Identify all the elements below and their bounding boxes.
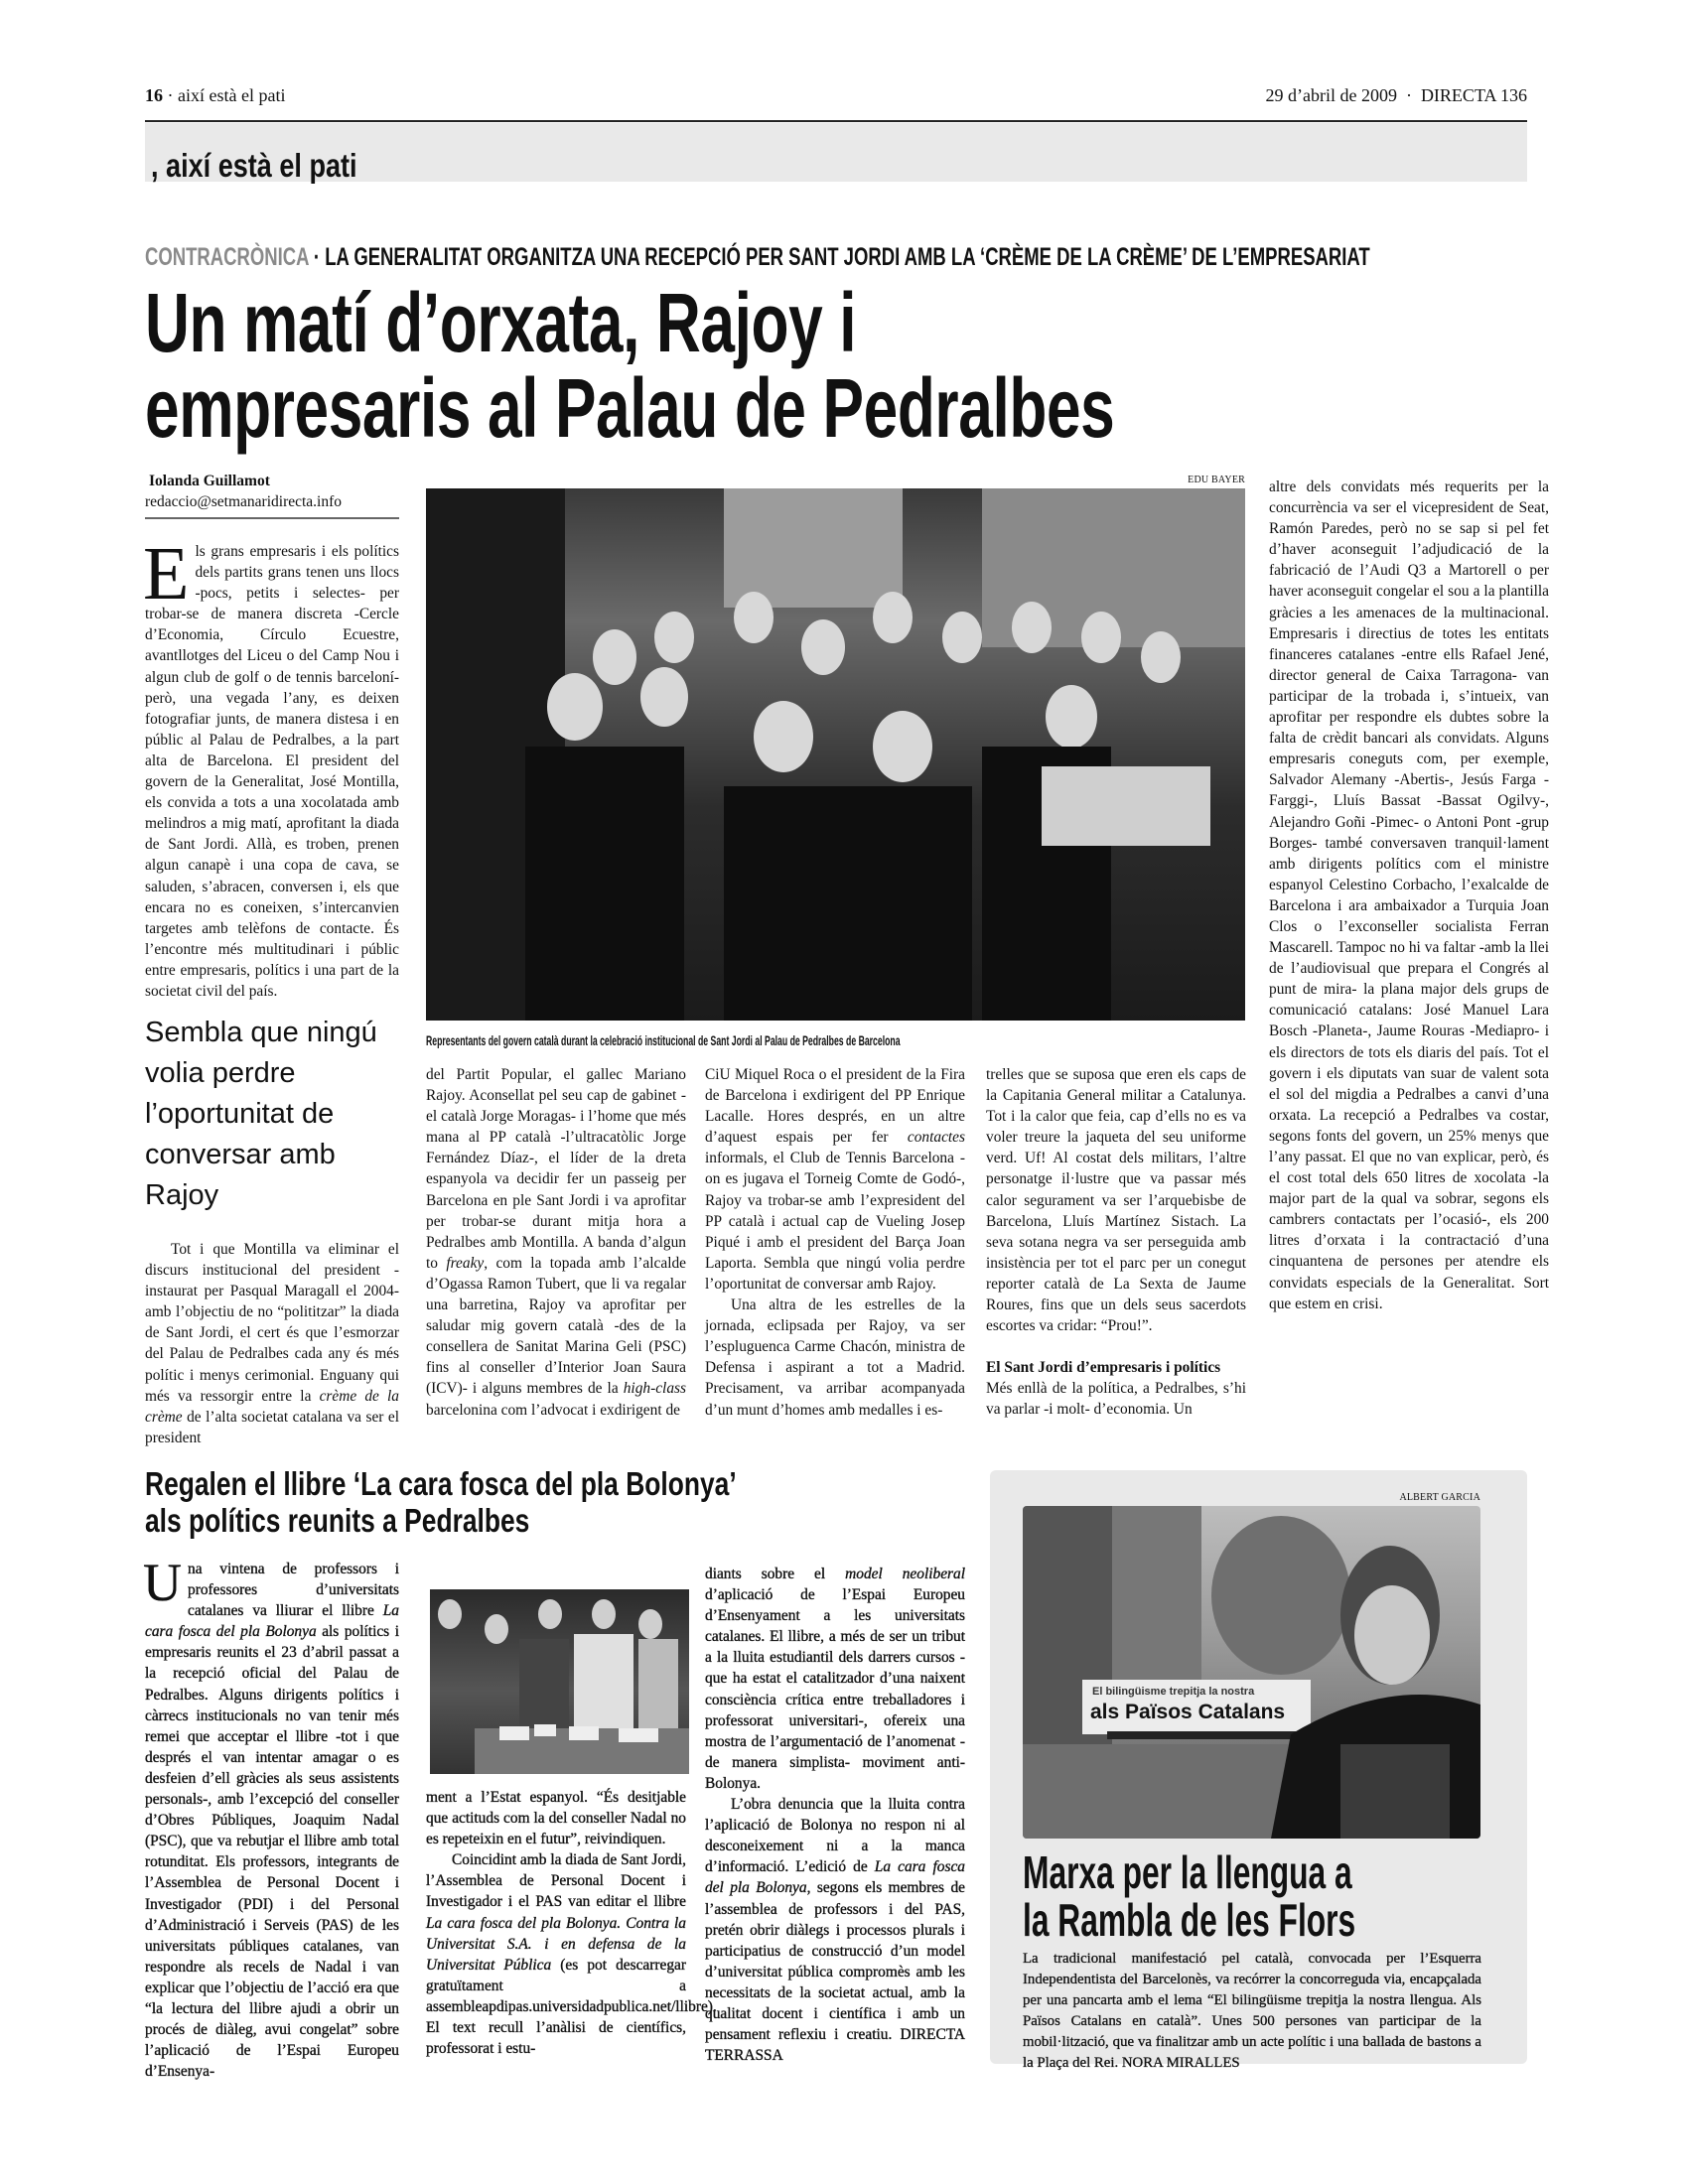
- paragraphs: [705, 1564, 965, 2066]
- article-headline: [145, 276, 1115, 455]
- paragraphs: [143, 1553, 399, 2082]
- body-text: Una altra de les estrelles de la jornada, eclipsada per Rajoy, va ser l’espluguenca Carme Chacón, ministra de Defensa i aspirant a tot a Madrid. Precisament, va arribar acompanyada d’un munt d’homes amb medalles i es-: [705, 1297, 965, 1419]
- paragraph: [426, 1787, 686, 1849]
- paragraph: [986, 1064, 1246, 1336]
- body-text: als polítics i empresaris reunits el 23 d’abril passat a la recepció oficial del Palau de Pedralbes. Alguns dirigents polítics i càrrecs institucionals no van tenir més remei que acceptar el llibre -tot i que després el van intentar amagar o es desfeien d’ell gràcies als seus assistents personals-, amb l’excepció del conseller d’Obres Públiques, Joaquim Nadal (PSC), que va rebutjar el llibre amb total rotunditat. Els professors, integrants de l’Assemblea de Personal Docent i Investigador (PDI) i del Personal d’Administració i Serveis (PAS) de les universitats públiques catalanes, van respondre als recels de Nadal i van explicar que l’objectiu de l’acció era que “la lectura del llibre ajudi a obrir un procés de diàleg, avui congelat” sobre l’aplicació de l’Espai Europeu d’Ensenya-: [145, 1623, 399, 2081]
- paragraph: [1269, 477, 1549, 1314]
- italic-text: model neoliberal: [845, 1566, 965, 1582]
- headline-line: la Rambla de les Flors: [1023, 1894, 1356, 1946]
- photo-march-image: [1023, 1506, 1480, 1839]
- headline-line: Marxa per la llengua a: [1023, 1846, 1352, 1898]
- body-text: na vintena de professors i professores d’universitats catalanes va lliurar el llibre: [188, 1561, 399, 1620]
- byline-rule: [145, 517, 399, 519]
- photo-group-image: [426, 488, 1245, 1021]
- headline-line: empresaris al Palau de Pedralbes: [145, 361, 1115, 455]
- drop-cap: E: [143, 532, 190, 615]
- paragraph: [705, 1564, 965, 1794]
- second-column-3: [705, 1564, 965, 2066]
- body-text: del Partit Popular, el gallec Mariano Rajoy. Aconsellat pel seu cap de gabinet -el català Jorge Moragas- i l’home que més mana al PP català -l’ultracatòlic Jorge Fernández Díaz-, el líder de la dreta espanyola va decidir fer un passeig per Barcelona en ple Sant Jordi i va aprofitar per trobar-se durant mitja hora a Pedralbes amb Montilla. A banda d’algun to: [426, 1066, 686, 1272]
- drop-cap: U: [143, 1553, 182, 1612]
- body-text: Més enllà de la política, a Pedralbes, s’hi va parlar -i molt- d’economia. Un: [986, 1380, 1246, 1419]
- body-text: (es pot descarregar gratuïtament a assembleapdipas.universidadpublica.net/llibre). El text recull l’anàlisi de científics, professorat i estu-: [426, 1956, 717, 2058]
- article-kicker: [145, 243, 1370, 272]
- paragraph: [705, 1064, 965, 1295]
- march-photo: [1023, 1506, 1480, 1839]
- header-rule: [145, 120, 1527, 122]
- body-text: barcelonina com l’advocat i exdirigent de: [426, 1401, 680, 1419]
- body-text: informals, el Club de Tennis Barcelona -on es jugava el Torneig Comte de Godó-, Rajoy va trobar-se amb l’expresident del PP català i actual cap de Vueling Josep Piqué i amb el president del Barça Joan Laporta. Sembla que ningú volia perdre l’oportunitat de conversar amb Rajoy.: [705, 1150, 965, 1293]
- italic-text: crème de la crème: [145, 1387, 399, 1426]
- paragraphs: [986, 1378, 1246, 1420]
- article-column-5: [1269, 477, 1549, 1314]
- italic-text: La cara fosca del pla Bolonya: [145, 1602, 399, 1641]
- kicker-label: CONTRACRÒNICA: [145, 243, 309, 271]
- page-header-right: [1265, 85, 1527, 106]
- headline-line: als polítics reunits a Pedralbes: [145, 1502, 530, 1539]
- main-photo: [426, 488, 1245, 1021]
- italic-text: contactes: [907, 1129, 965, 1147]
- book-photo: [430, 1589, 689, 1774]
- paragraphs: [145, 1239, 399, 1448]
- article-column-1b: [145, 1239, 399, 1448]
- banner-text: als Països Catalans: [1090, 1701, 1286, 1723]
- body-text: Tot i que Montilla va eliminar el discurs institucional del president -instaurat per Pasqual Maragall el 2004- amb l’objectiu de no “polititzar” la diada de Sant Jordi, el cert és que l’esmorzar del Palau de Pedralbes cada any és més polític i menys cerimonial. Enguany qui més va ressorgir entre la: [145, 1241, 399, 1405]
- paragraphs: [986, 1064, 1246, 1336]
- headline-line: Regalen el llibre ‘La cara fosca del pla Bolonya’: [145, 1465, 737, 1502]
- italic-text: La cara fosca del pla Bolonya: [705, 1858, 965, 1897]
- body-text: diants sobre el: [705, 1566, 846, 1582]
- paragraph: [143, 1553, 399, 2082]
- publication-name: DIRECTA 136: [1420, 85, 1527, 105]
- separator: ·: [1405, 85, 1412, 105]
- paragraph: [145, 1239, 399, 1448]
- italic-text: high-class: [623, 1380, 686, 1398]
- author-name: Iolanda Guillamot: [149, 473, 270, 489]
- paragraphs: [705, 1064, 965, 1421]
- body-text: d’aplicació de l’Espai Europeu d’Ensenyament a les universitats catalanes. El llibre, a més de ser un tribut a la lluita estudiantil dels darrers cursos -que ha estat el catalitzador d’una naixent consciència crítica entre treballadores i professorat universitari-, ofereix una mostra de l’argumentació de l’anomenat -de manera simplista- moviment anti-Bolonya.: [705, 1586, 965, 1792]
- paragraph: [705, 1295, 965, 1421]
- photo-credit: ALBERT GARCIA: [1399, 1492, 1480, 1503]
- author-email[interactable]: redaccio@setmanaridirecta.info: [145, 493, 343, 510]
- photo-credit: EDU BAYER: [1188, 475, 1245, 485]
- body-text: trelles que se suposa que eren els caps de la Capitania General militar a Catalunya. Tot i la calor que feia, cap d’ells no es va voler treure la jaqueta del seu uniforme verd. Uf! Al costat dels militars, l’altre personatge il·lustre que va passar més calor segurament va ser l’arquebisbe de Barcelona, Lluís Martínez Sistach. La seva sotana negra va ser perseguida amb insistència per tot el parc per un conegut reporter català de La Sexta de Jaume Roures, fins que un dels seus sacerdots escortes va cridar: “Prou!”.: [986, 1066, 1246, 1335]
- photo-caption: Representants del govern català durant la celebració institucional de Sant Jordi al Palau de Pedralbes de Barcelona: [426, 1032, 901, 1048]
- paragraph: [143, 532, 399, 1002]
- article-column-1: [143, 532, 399, 1002]
- body-text: , segons els membres de l’assemblea de professors i del PAS, pretén obrir diàlegs i processos plurals i participatius de construcció d’un model d’universitat pública compromès amb les necessitats de la societat actual, amb la qualitat docent i científica i amb un pensament reflexiu i creatiu. DIRECTA TERRASSA: [705, 1879, 965, 2065]
- pull-quote: Sembla que ningú volia perdre l’oportunitat de conversar amb Rajoy: [145, 1017, 377, 1211]
- subheading: El Sant Jordi d’empresaris i polítics: [986, 1359, 1221, 1377]
- page-number: 16: [145, 85, 163, 105]
- paragraph: [426, 1849, 717, 2059]
- second-column-2: [426, 1787, 717, 2059]
- article-column-2: [426, 1064, 686, 1421]
- issue-date: 29 d’abril de 2009: [1265, 85, 1397, 105]
- body-text: ls grans empresaris i els polítics dels partits grans tenen uns llocs -pocs, petits i selectes- per trobar-se de manera discreta -Cercle d’Economia, Círculo Ecuestre, avantllotges del Liceu o del Camp Nou i algun club de golf o de tennis barceloní- però, una vegada l’any, es deixen fotografiar junts, de manera distesa i en públic al Palau de Pedralbes, a la part alta de Barcelona. El president del govern de la Generalitat, José Montilla, els convida a tots a una xocolatada amb melindros a mig matí, aprofitant la diada de Sant Jordi. Allà, es troben, prenen algun canapè i una copa de cava, se saluden, s’abracen, conversen i, els que encara no es coneixen, s’intercanvien targetes amb telèfons de contacte. És l’encontre més multitudinari i públic entre empresaris, polítics i una part de la societat civil del país.: [145, 543, 399, 1000]
- italic-text: La cara fosca del pla Bolonya. Contra la Universitat S.A. i en defensa de la Universitat Pública: [426, 1914, 686, 1974]
- italic-text: freaky: [446, 1254, 485, 1272]
- body-text: altre dels convidats més requerits per la concurrència va ser el vicepresident de Seat, Ramón Paredes, però no se sap si pel fet d’haver aconseguit l’adjudicació de la fabricació de l’Audi Q3 a Martorell o per haver aconseguit congelar el sou a la plantilla gràcies a les amenaces de la multinacional. Empresaris i directius de totes les entitats financeres catalanes -entre ells Rafael Jené, director general de Caixa Tarragona- van participar de la trobada i, s’intueix, van aprofitar per respondre els dubtes sobre la falta de crèdit bancari als convidats. Alguns empresaris coneguts com, per exemple, Salvador Alemany -Abertis-, Jesús Farga -Farggi-, Lluís Bassat -Bassat Ogilvy-, Alejandro Goñi -Pimec- o Antoni Pont -grup Borges- també conversaven tranquil·lament amb dirigents polítics com el ministre espanyol Celestino Corbacho, l’exalcalde de Barcelona i ara ambaixador a Turquia Joan Clos o l’exconseller socialista Ferran Mascarell. Tampoc no hi va faltar -amb la llei de l’audiovisual que prepara el Congrés al punt de mira- la plana major dels grups de comunicació catalans: José Manuel Lara Bosch -Planeta-, Jaume Rouras -Mediapro- i els directors de tots els diaris del país. Tot el govern i els diputats van suar de valent sota el sol del migdia a Pedralbes a canvi d’una orxata. La recepció a Pedralbes va costar, segons fonts del govern, un 25% menys que l’any passat. El que no van explicar, però, és el cost total dels 650 litres de xocolata -la major part de la qual va sobrar, segons els cambrers contactats per l’ocasió-, els 200 litres d’orxata i la contractació d’una cinquantena de persones per atendre els convidats especials de la Generalitat. Sort que estem en crisi.: [1269, 478, 1549, 1312]
- body-text: ment a l’Estat espanyol. “És desitjable que actituds com la del conseller Nadal no es repeteixin en el futur”, reivindiquen.: [426, 1789, 686, 1848]
- banner-text: El bilingüisme trepitja la nostra: [1092, 1686, 1255, 1698]
- body-text: de l’alta societat catalana va ser el president: [145, 1408, 399, 1446]
- second-column-1: [143, 1553, 399, 2082]
- body-text: L’obra denuncia que la lluita contra l’aplicació de Bolonya no respon ni al desconeixement ni a la manca d’informació. L’edició de: [705, 1796, 965, 1876]
- sidebar-headline: [1023, 1848, 1355, 1944]
- sidebar-text: La tradicional manifestació pel català, convocada per l’Esquerra Independentista del Barcelonès, va recórrer la concorreguda via, encapçalada per una pancarta amb el lema “El bilingüisme trepitja la nostra llengua. Als Països Catalans en català”. Unes 500 persones van participar de la mobil·lització, que va finalitzar amb un acte polític i una ballada de bastons a la Plaça del Rei. NORA MIRALLES: [1023, 1951, 1481, 2071]
- paragraph: [426, 1064, 686, 1421]
- section-title: , així està el pati: [151, 147, 357, 184]
- paragraphs: [1269, 477, 1549, 1314]
- headline-line: Un matí d’orxata, Rajoy i: [145, 276, 857, 369]
- body-text: Coincidint amb la diada de Sant Jordi, l’Assemblea de Personal Docent i Investigador i el PAS van editar el llibre: [426, 1851, 686, 1911]
- paragraph: [986, 1378, 1246, 1420]
- article-column-3: [705, 1064, 965, 1421]
- page-header-left: [145, 85, 285, 106]
- body-text: , com la topada amb l’alcalde d’Ogassa Ramon Tubert, que li va regalar una barretina, Rajoy va aprofitar per saludar mig govern català -des de la consellera de Sanitat Marina Geli (PSC) fins al conseller d’Interior Joan Saura (ICV)- i alguns membres de la: [426, 1254, 686, 1398]
- paragraphs: [143, 532, 399, 1002]
- body-text: CiU Miquel Roca o el president de la Fira de Barcelona i exdirigent del PP Enrique Lacalle. Hores després, en un altre d’aquest espais per fer: [705, 1066, 965, 1147]
- second-headline: [145, 1465, 737, 1539]
- photo-professors-image: [430, 1589, 689, 1774]
- article-column-4: [986, 1064, 1246, 1421]
- paragraph: [705, 1794, 965, 2066]
- section-name: així està el pati: [178, 85, 286, 105]
- separator: ·: [167, 85, 174, 105]
- paragraphs: [426, 1787, 717, 2059]
- kicker-text: · LA GENERALITAT ORGANITZA UNA RECEPCIÓ PER SANT JORDI AMB LA ‘CRÈME DE LA CRÈME’ DE L’EMPRESARIAT: [308, 243, 1370, 271]
- paragraphs: [426, 1064, 686, 1421]
